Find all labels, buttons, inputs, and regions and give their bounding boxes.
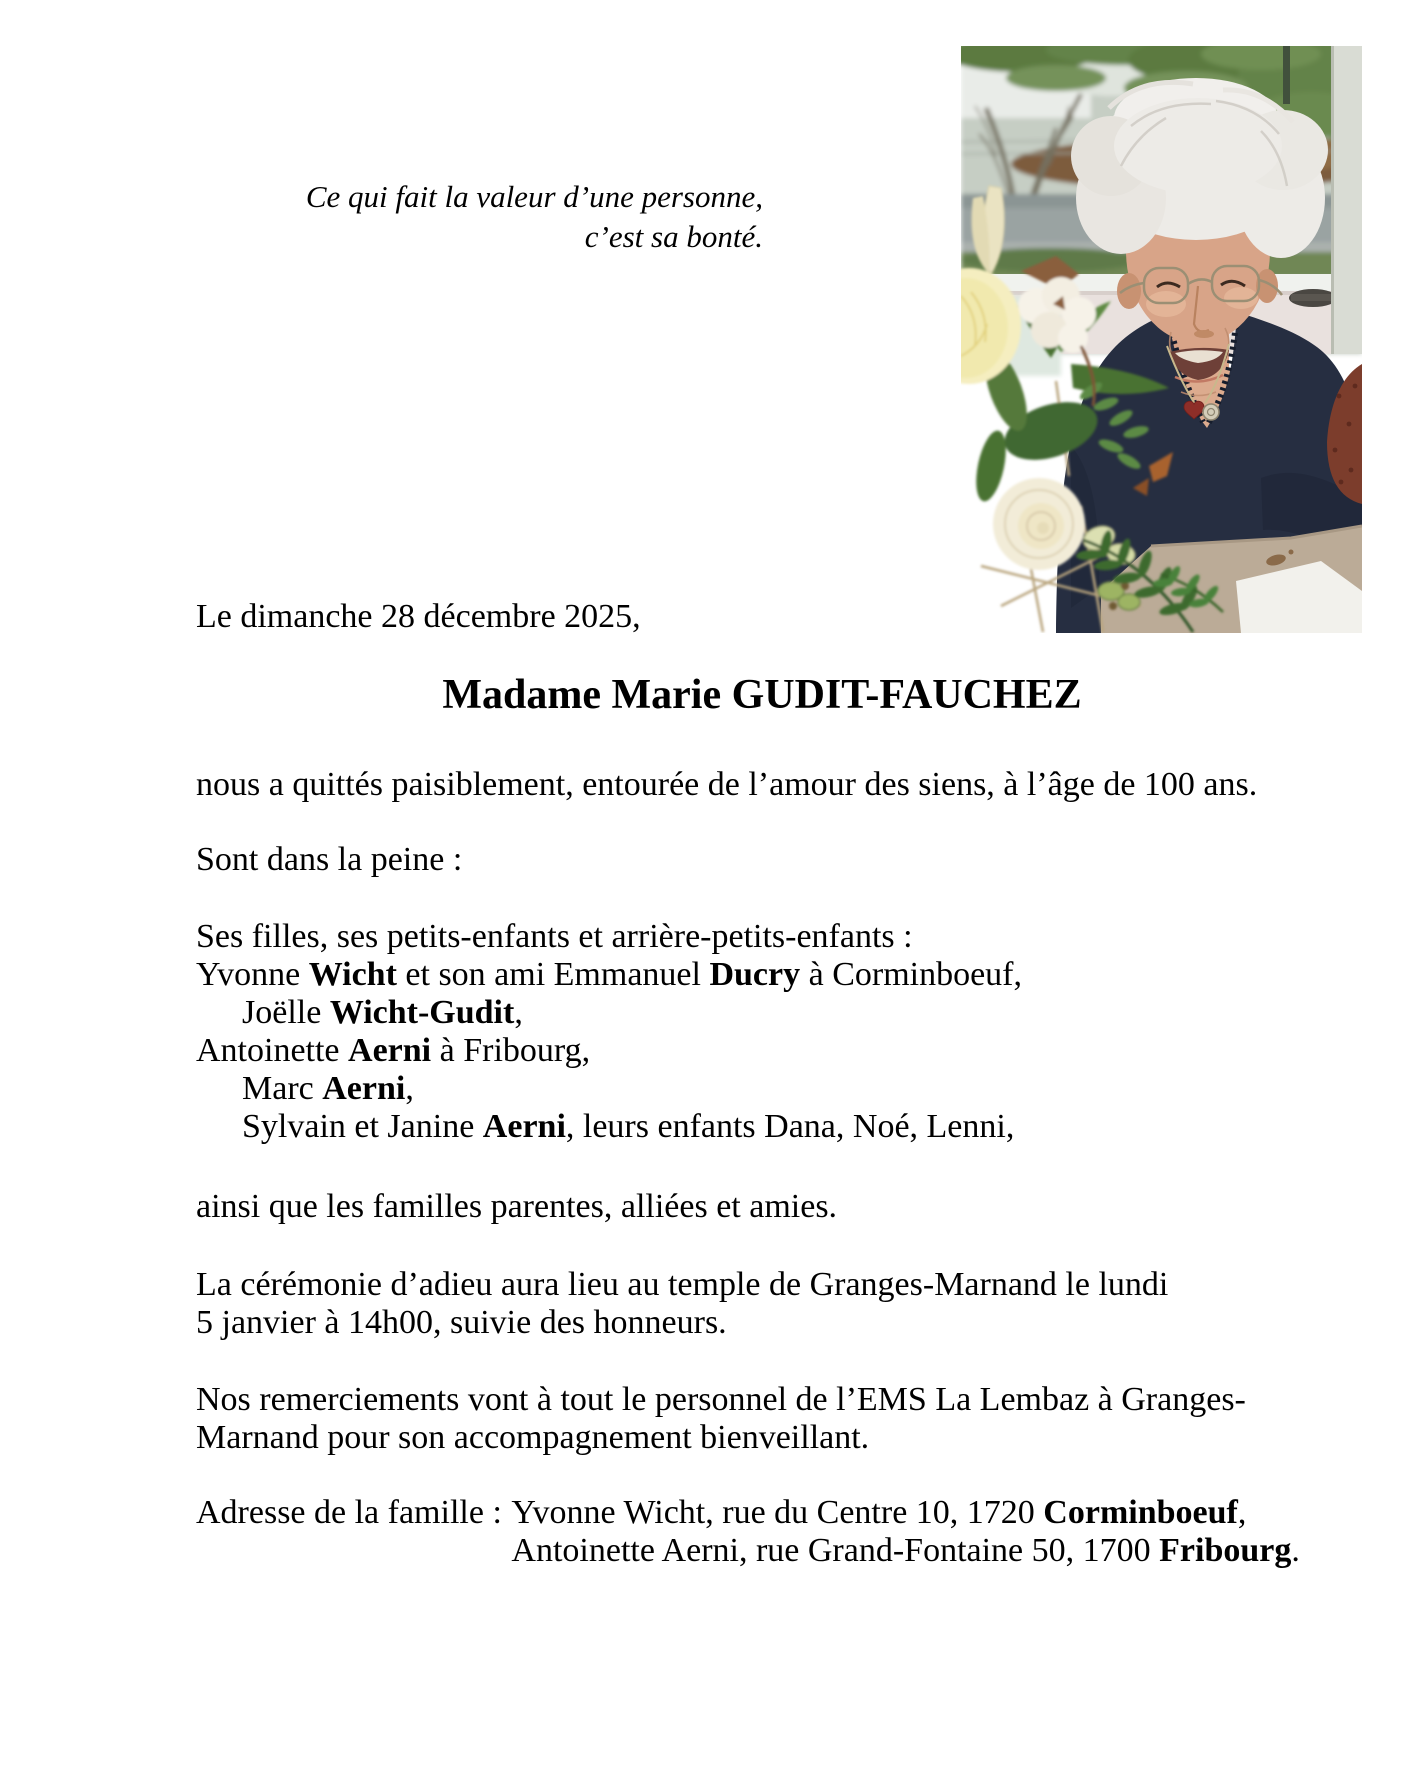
family-address <box>196 1494 1300 1570</box>
address-line-1: Yvonne Wicht, rue du Centre 10, 1720 Corminboeuf, <box>511 1494 1247 1531</box>
family-header: Ses filles, ses petits-enfants et arrière-petits-enfants : <box>196 918 913 955</box>
thanks-line-2: Marnand pour son accompagnement bienveillant. <box>196 1419 870 1456</box>
thanks-line-1: Nos remerciements vont à tout le personnel de l’EMS La Lembaz à Granges- <box>196 1381 1246 1418</box>
quote-line-1: Ce qui fait la valeur d’une personne, <box>305 179 763 214</box>
address-label: Adresse de la famille : <box>196 1494 502 1531</box>
ceremony-line-1: La cérémonie d’adieu aura lieu au temple de Granges-Marnand le lundi <box>196 1266 1169 1303</box>
family-list <box>196 918 1022 1146</box>
address-line-2: Antoinette Aerni, rue Grand-Fontaine 50, 1700 Fribourg. <box>511 1532 1300 1569</box>
round-pendant <box>1203 404 1219 420</box>
ceremony-paragraph <box>196 1266 1168 1342</box>
quote-line-2: c’est sa bonté. <box>584 219 763 254</box>
family-line: Marc Aerni, <box>242 1070 414 1107</box>
fence-post <box>1283 46 1290 104</box>
address-lines <box>511 1494 1299 1570</box>
family-line: Antoinette Aerni à Fribourg, <box>196 1032 591 1069</box>
family-line: Yvonne Wicht et son ami Emmanuel Ducry à Corminboeuf, <box>196 956 1023 993</box>
date-line: Le dimanche 28 décembre 2025, <box>196 598 641 635</box>
thanks-paragraph <box>196 1381 1246 1457</box>
window-frame <box>1333 46 1362 354</box>
deceased-name: Madame Marie GUDIT-FAUCHEZ <box>442 672 1082 718</box>
portrait-photo-illustration <box>961 46 1362 633</box>
family-line: Joëlle Wicht-Gudit, <box>242 994 523 1031</box>
ceremony-line-2: 5 janvier à 14h00, suivie des honneurs. <box>196 1304 727 1341</box>
quote <box>306 177 763 257</box>
family-line: Sylvain et Janine Aerni, leurs enfants Dana, Noé, Lenni, <box>242 1108 1015 1145</box>
white-rose <box>993 478 1085 570</box>
families-line: ainsi que les familles parentes, alliées et amies. <box>196 1188 838 1225</box>
portrait-photo <box>961 46 1362 633</box>
passing-line: nous a quittés paisiblement, entourée de l’amour des siens, à l’âge de 100 ans. <box>196 766 1258 803</box>
grief-intro: Sont dans la peine : <box>196 841 463 878</box>
